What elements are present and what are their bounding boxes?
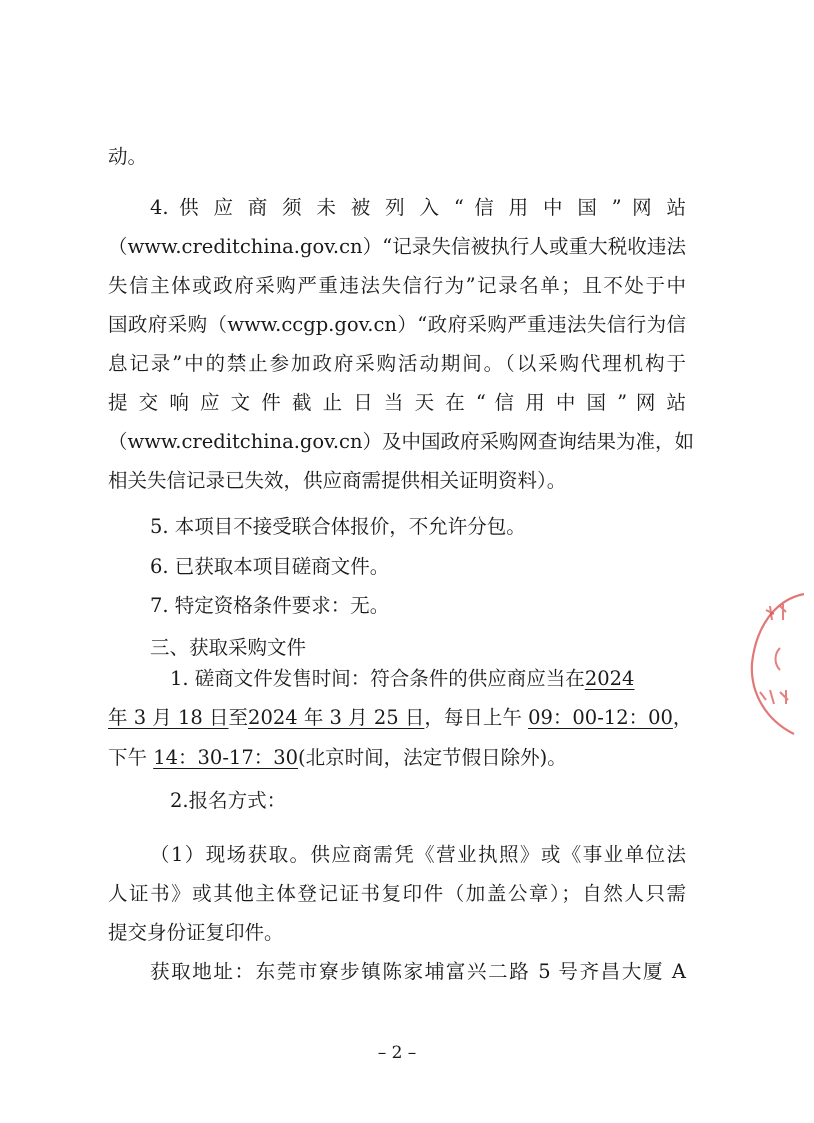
red-seal-stamp-icon bbox=[744, 588, 814, 738]
section-heading: 三、获取采购文件 bbox=[150, 636, 307, 659]
page-number: – 2 – bbox=[377, 1043, 417, 1063]
paragraph-line: 失信主体或政府采购严重违法失信行为”记录名单；且不处于中 bbox=[108, 274, 686, 297]
paragraph-line: 5. 本项目不接受联合体报价，不允许分包。 bbox=[150, 515, 526, 538]
paragraph-line: 4. 供 应 商 须 未 被 列 入 “ 信 用 中 国 ” 网 站 bbox=[150, 196, 686, 219]
paragraph-line: 获取地址：东莞市寮步镇陈家埔富兴二路 5 号齐昌大厦 A bbox=[150, 960, 686, 983]
paragraph-line bbox=[108, 701, 693, 735]
comma: ， bbox=[672, 706, 693, 729]
paragraph-line: 人证书》或其他主体登记证书复印件（加盖公章）；自然人只需 bbox=[108, 882, 686, 905]
paragraph-line bbox=[170, 662, 686, 696]
paragraph-line: 动。 bbox=[108, 145, 148, 168]
paragraph-line: 2.报名方式： bbox=[170, 789, 287, 812]
sale-end-date: 2024 年 3 月 25 日 bbox=[248, 706, 425, 729]
paragraph-line: 国政府采购（www.ccgp.gov.cn）“政府采购严重违法失信行为信 bbox=[108, 313, 686, 336]
paragraph-line: （1）现场获取。供应商需凭《营业执照》或《事业单位法 bbox=[150, 843, 686, 866]
sale-time-lead: 1. 磋商文件发售时间：符合条件的供应商应当在 bbox=[170, 667, 585, 690]
paragraph-line: 息记录”中的禁止参加政府采购活动期间。（以采购代理机构于 bbox=[108, 352, 686, 375]
paragraph-line: 提交身份证复印件。 bbox=[108, 921, 284, 944]
afternoon-hours: 14：30-17：30 bbox=[153, 746, 299, 769]
paragraph-line: （www.creditchina.gov.cn）“记录失信被执行人或重大税收违法 bbox=[108, 235, 686, 258]
sale-start-date: 年 3 月 18 日 bbox=[108, 706, 229, 729]
paragraph-line: 7. 特定资格条件要求：无。 bbox=[150, 594, 390, 617]
paragraph-line: 相关失信记录已失效，供应商需提供相关证明资料）。 bbox=[108, 469, 567, 492]
date-connector: 至 bbox=[228, 706, 249, 729]
paragraph-line bbox=[108, 741, 686, 775]
paragraph-line: 提 交 响 应 文 件 截 止 日 当 天 在 “ 信 用 中 国 ” 网 站 bbox=[108, 391, 686, 414]
afternoon-label: 下午 bbox=[108, 746, 154, 769]
time-note: (北京时间，法定节假日除外)。 bbox=[298, 746, 567, 769]
paragraph-line: （www.creditchina.gov.cn）及中国政府采购网查询结果为准，如 bbox=[108, 430, 694, 453]
morning-label: ，每日上午 bbox=[424, 706, 529, 729]
morning-hours: 09：00-12：00 bbox=[528, 706, 673, 729]
sale-year: 2024 bbox=[584, 667, 635, 690]
paragraph-line: 6. 已获取本项目磋商文件。 bbox=[150, 555, 390, 578]
